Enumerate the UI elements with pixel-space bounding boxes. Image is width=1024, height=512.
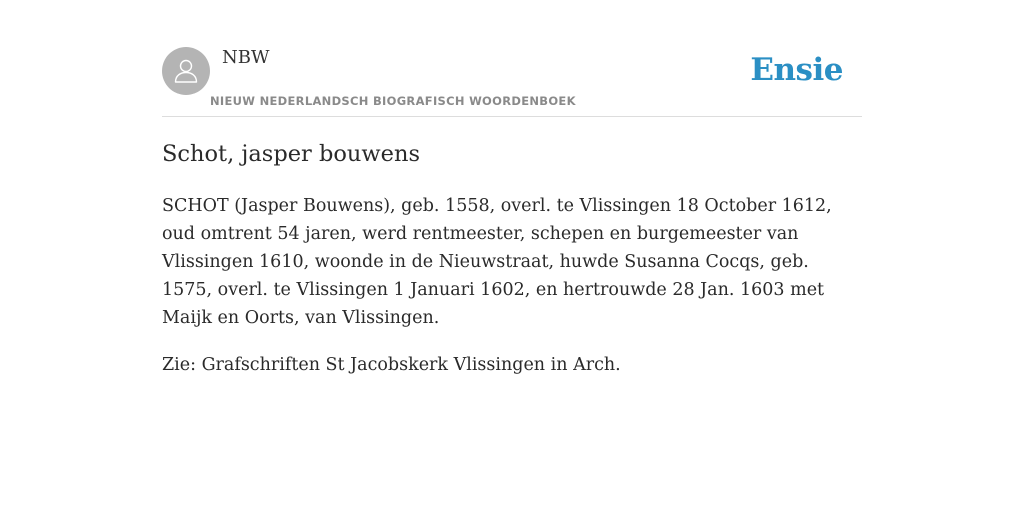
author-name[interactable]: NBW [222, 47, 270, 68]
article-reference: Zie: Grafschriften St Jacobskerk Vlissingen in Arch. [162, 355, 621, 375]
user-icon [171, 56, 201, 86]
source-header [162, 40, 862, 117]
ensie-logo[interactable]: Ensie [750, 52, 843, 88]
author-avatar[interactable] [162, 47, 210, 95]
source-subtitle: NIEUW NEDERLANDSCH BIOGRAFISCH WOORDENBOEK [210, 94, 576, 108]
article-title: Schot, jasper bouwens [162, 141, 421, 167]
article-paragraph: SCHOT (Jasper Bouwens), geb. 1558, overl. te Vlissingen 18 October 1612, oud omtrent 54 jaren, werd rentmeester, schepen en burgemeester van Vlissingen 1610, woonde in de Nieuwstraat, huwde Susanna Cocqs, geb. 1575, overl. te Vlissingen 1 Januari 1602, en hertrouwde 28 Jan. 1603 met Maijk en Oorts, van Vlissingen. [162, 196, 832, 328]
